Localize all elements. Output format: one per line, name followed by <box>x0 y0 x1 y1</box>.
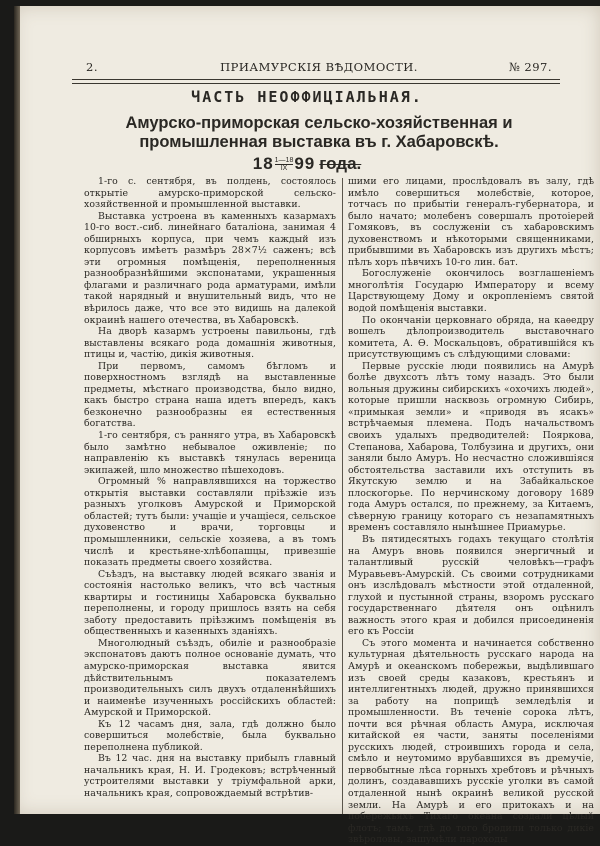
dateline-word: года. <box>319 154 362 173</box>
article-paragraph: Съ этого момента и начинается собственно культурная дѣятельность русскаго народа на Амурѣ и океанскомъ побережьи, выдѣлившаго изъ своей среды казаковъ, крестьянъ и интеллигентныхъ людей, дружно принявшихся за работу на поприщѣ земледѣлія и промышленности. Въ теченіе сорока лѣтъ, почти вся рѣчная область Амура, исключая китайской ея части, заняты поселеніями русскихъ людей, строившихъ города и села, смѣло и неутомимо врубавшихся въ дремучіе, первобытные лѣса горныхъ хребтовъ и рѣчныхъ долинъ, создававшихъ русскіе уголки въ самой отдаленной нынѣ окраинѣ великой русской земли. На Амурѣ и его притокахъ и на побережьяхъ Тихаго океана создали цѣлый флотъ; тамъ, гдѣ до того бродили только дикіе звѣроловы, зашумѣли пароходы <box>348 637 594 846</box>
page-number: 2. <box>86 60 98 74</box>
section-title: ЧАСТЬ НЕОФФИЦІАЛЬНАЯ. <box>191 88 423 106</box>
article-paragraph: Многолюдный съѣздъ, обиліе и разнообразіе экспонатовъ даютъ полное основаніе думать, что амурско-приморская выставка явится дѣйствительнымъ показателемъ производительныхъ силъ двухъ отдаленнѣйшихъ и наименѣе изученныхъ россійскихъ областей: Амурской и Приморской. <box>84 637 336 719</box>
dateline-fraction <box>275 157 294 172</box>
article-paragraph: На дворѣ казармъ устроены павильоны, гдѣ выставлены всякаго рода домашнія животныя, птицы и, частію, дикія животныя. <box>84 326 336 361</box>
article-paragraph: Огромный % направлявшихся на торжество открытія выставки составляли пріѣзжіе изъ разныхъ уголковъ Амурской и Приморской областей; тутъ были: учащіе и учащіеся, сельское духовенство и врачи, торговцы и промышленники, сельскіе хозяева, а въ томъ числѣ и крестьяне-хлѣбопашцы, привезшіе показать предметы своего хозяйства. <box>84 476 336 569</box>
running-header <box>86 60 552 78</box>
left-column <box>84 176 336 814</box>
article-paragraph: Богослуженіе окончилось возглашеніемъ многолѣтія Государю Императору и всему Царствующему Дому и окропленіемъ святой водой помѣщенія выставки. <box>348 268 594 315</box>
article-dateline <box>14 154 600 174</box>
article-paragraph: При первомъ, самомъ бѣгломъ и поверхностномъ взглядѣ на выставленные предметы, мѣстнаго производства, было видно, какъ быстро страна наша идетъ впередъ, какъ безконечно разнообразны ея естественныя богатства. <box>84 360 336 430</box>
article-paragraph: Выставка устроена въ каменныхъ казармахъ 10-го вост.-сиб. линейнаго баталіона, занимая 4 обширныхъ корпуса, при чемъ каждый изъ корпусовъ имѣетъ размѣръ 28×7½ саженъ; всѣ эти огромныя помѣщенія, переполненныя разнообразнѣйшими экспонатами, украшенныя флагами и различнаго рода арматурами, имѣли такой нарядный и внушительный видъ, что не вѣрилось даже, что все это видишь на далекой окраинѣ нашего отечества, въ Хабаровскѣ. <box>84 210 336 326</box>
dateline-fraction-bottom: IX <box>280 165 288 173</box>
article-paragraph: Въ пятидесятыхъ годахъ текущаго столѣтія на Амуръ вновь появился энергичный и талантливый русскій человѣкъ—графъ Муравьевъ-Амурскій. Съ своими сотрудниками онъ изслѣдовалъ мѣстности этой отдаленной, глухой и пустынной страны, взоромъ русскаго государственнаго дѣятеля онъ оцѣнилъ важность этого края и добился присоединенія его къ Россіи <box>348 533 594 638</box>
article-paragraph: шими его лицами, прослѣдовалъ въ залу, гдѣ имѣло совершиться молебствіе, которое, тотчасъ по прибытіи генералъ-губернатора, и было начато; молебенъ совершалъ протоіерей Гомяковъ, въ сослуженіи съ хабаровскимъ духовенствомъ и нѣкоторыми священниками, прибывшими въ Хабаровскъ изъ другихъ мѣстъ; пѣлъ хоръ пѣвчихъ 10-го лин. бат. <box>348 176 594 268</box>
article-paragraph: Съѣздъ, на выставку людей всякаго званія и состоянія настолько великъ, что всѣ частныя квартиры и гостиницы Хабаровска буквально переполнены, и городу пришлось взять на себя заботу предоставить пріѣзжимъ помѣщенія въ общественныхъ и казенныхъ зданіяхъ. <box>84 568 336 638</box>
issue-number: № 297. <box>508 60 552 74</box>
article-paragraph: Въ 12 час. дня на выставку прибылъ главный начальникъ края, Н. И. Гродековъ; встрѣченный устроителями выставки у тріумфальной арки, начальникъ края, сопровождаемый встрѣтив- <box>84 753 336 799</box>
article-paragraph: Къ 12 часамъ дня, зала, гдѣ должно было совершиться молебствіе, была буквально переполнена публикой. <box>84 718 336 753</box>
newspaper-page <box>14 6 600 846</box>
article-paragraph: Первые русскіе люди появились на Амурѣ болѣе двухсотъ лѣтъ тому назадъ. Это были вольныя дружины сибирскихъ «охочихъ людей», которые пришли насквозь огромную Сибирь, «примыкая земли» и «приводя въ ясакъ» встрѣчаемыя племена. Подъ начальствомъ своихъ удалыхъ предводителей: Пояркова, Степанова, Хабарова, Толбузина и другихъ, они заняли было Амуръ. Но несчастно сложившіяся обстоятельства заставили ихъ отступить въ Якутскую землю и на Забайкальское плоскогорье. По нерчинскому договору 1689 года Амуръ остался, по прежнему, за Китаемъ, сѣверную границу котораго съ незапамятныхъ временъ составляло нынѣшнее Приамурье. <box>348 360 594 534</box>
right-column <box>348 176 594 846</box>
dateline-year-start: 18 <box>252 154 274 173</box>
article-paragraph: 1-го с. сентября, въ полдень, состоялось открытіе амурско-приморской сельско-хозяйственной и промышленной выставки. <box>84 176 336 211</box>
article-title: Амурско-приморская сельско-хозяйственная и промышленная выставка въ г. Хабаровскѣ. <box>125 114 513 151</box>
dateline-year-end: 99 <box>294 154 316 173</box>
newspaper-title: ПРИАМУРСКІЯ ВѢДОМОСТИ. <box>220 60 418 74</box>
page-binding-edge <box>14 6 20 814</box>
dateline-fraction-top: 1—18 <box>274 157 294 165</box>
article-paragraph: 1-го сентября, съ ранняго утра, въ Хабаровскѣ было замѣтно небывалое оживленіе; по направленію къ выставкѣ тянулась вереница экипажей, шло множество пѣшеходовъ. <box>84 430 336 476</box>
header-rule <box>72 79 560 84</box>
article-paragraph: По окончаніи церковнаго обряда, на каѳедру вошелъ дѣлопроизводитель выставочнаго комитета, А. Ѳ. Москальцовъ, обратившійся къ присутствующимъ съ слѣдующими словами: <box>348 314 594 361</box>
column-divider <box>342 178 343 814</box>
